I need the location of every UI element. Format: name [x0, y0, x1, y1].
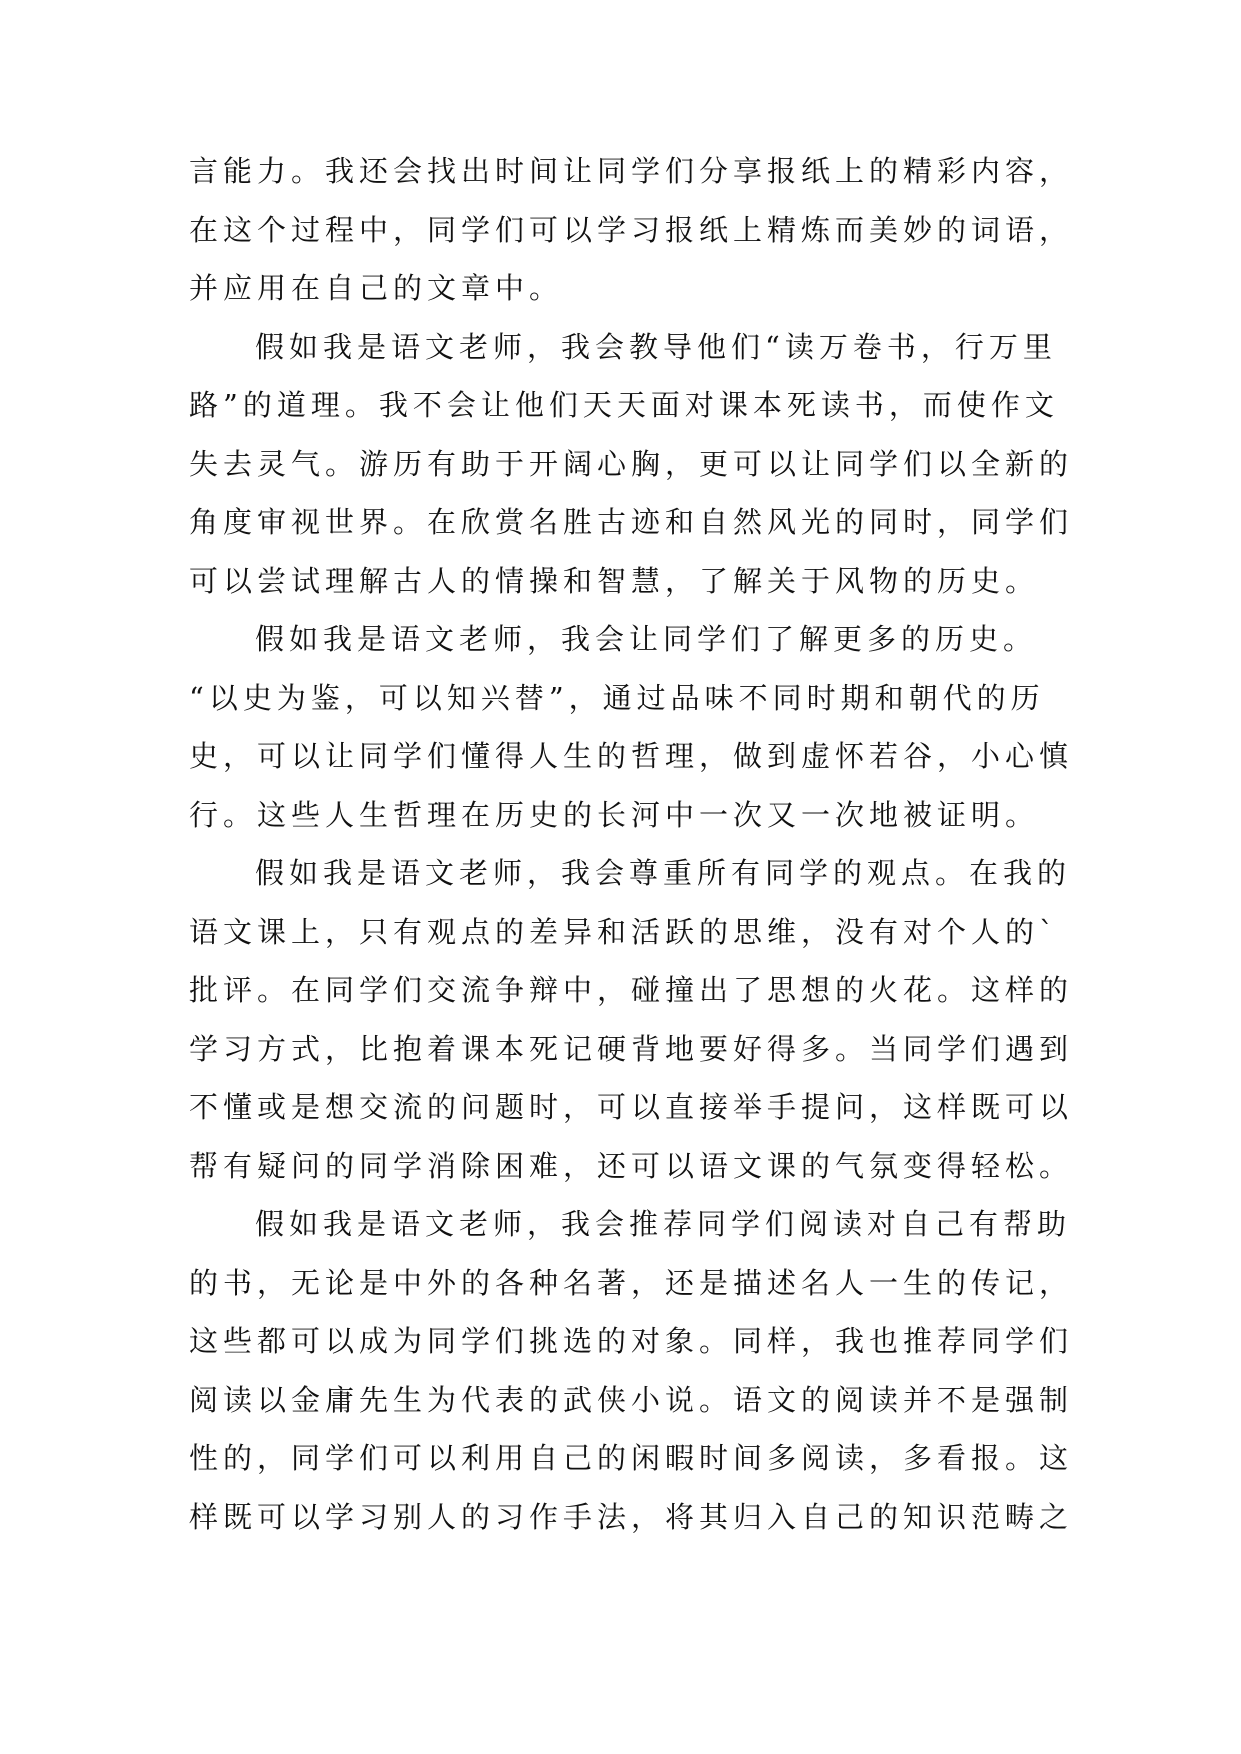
text-line: 语文课上，只有观点的差异和活跃的思维，没有对个人的`	[189, 914, 1059, 949]
text-line: 在这个过程中，同学们可以学习报纸上精炼而美妙的词语，	[189, 212, 1074, 247]
text-line: 可以尝试理解古人的情操和智慧，了解关于风物的历史。	[189, 563, 1040, 598]
text-line: 并应用在自己的文章中。	[189, 271, 564, 305]
text-line: 路”的道理。我不会让他们天天面对课本死读书，而使作文	[189, 388, 1059, 422]
text-line: 角度审视世界。在欣赏名胜古迹和自然风光的同时，同学们	[189, 505, 1074, 539]
text-line: 史，可以让同学们懂得人生的哲理，做到虚怀若谷，小心慎	[189, 739, 1074, 773]
text-line: 批评。在同学们交流争辩中，碰撞出了思想的火花。这样的	[189, 973, 1074, 1007]
text-line: “以史为鉴，可以知兴替”，通过品味不同时期和朝代的历	[189, 680, 1045, 715]
text-line: 这些都可以成为同学们挑选的对象。同样，我也推荐同学们	[189, 1324, 1074, 1358]
text-line: 样既可以学习别人的习作手法，将其归入自己的知识范畴之	[189, 1499, 1074, 1534]
paragraph-first-line: 假如我是语文老师，我会教导他们“读万卷书，行万里	[255, 329, 1057, 364]
paragraph-first-line: 假如我是语文老师，我会让同学们了解更多的历史。	[255, 622, 1038, 656]
text-line: 的书，无论是中外的各种名著，还是描述名人一生的传记，	[189, 1265, 1074, 1300]
text-line: 言能力。我还会找出时间让同学们分享报纸上的精彩内容，	[189, 154, 1074, 188]
text-line: 失去灵气。游历有助于开阔心胸，更可以让同学们以全新的	[189, 446, 1074, 481]
text-line: 学习方式，比抱着课本死记硬背地要好得多。当同学们遇到	[189, 1031, 1074, 1066]
paragraph-first-line: 假如我是语文老师，我会推荐同学们阅读对自己有帮助	[255, 1207, 1072, 1241]
text-line: 行。这些人生哲理在历史的长河中一次又一次地被证明。	[189, 797, 1040, 832]
paragraph-first-line: 假如我是语文老师，我会尊重所有同学的观点。在我的	[255, 856, 1072, 890]
text-line: 不懂或是想交流的问题时，可以直接举手提问，这样既可以	[189, 1090, 1074, 1124]
text-line: 帮有疑问的同学消除困难，还可以语文课的气氛变得轻松。	[189, 1148, 1074, 1183]
text-line: 阅读以金庸先生为代表的武侠小说。语文的阅读并不是强制	[189, 1382, 1074, 1417]
essay-body	[189, 142, 1074, 1546]
text-line: 性的，同学们可以利用自己的闲暇时间多阅读，多看报。这	[189, 1441, 1074, 1475]
